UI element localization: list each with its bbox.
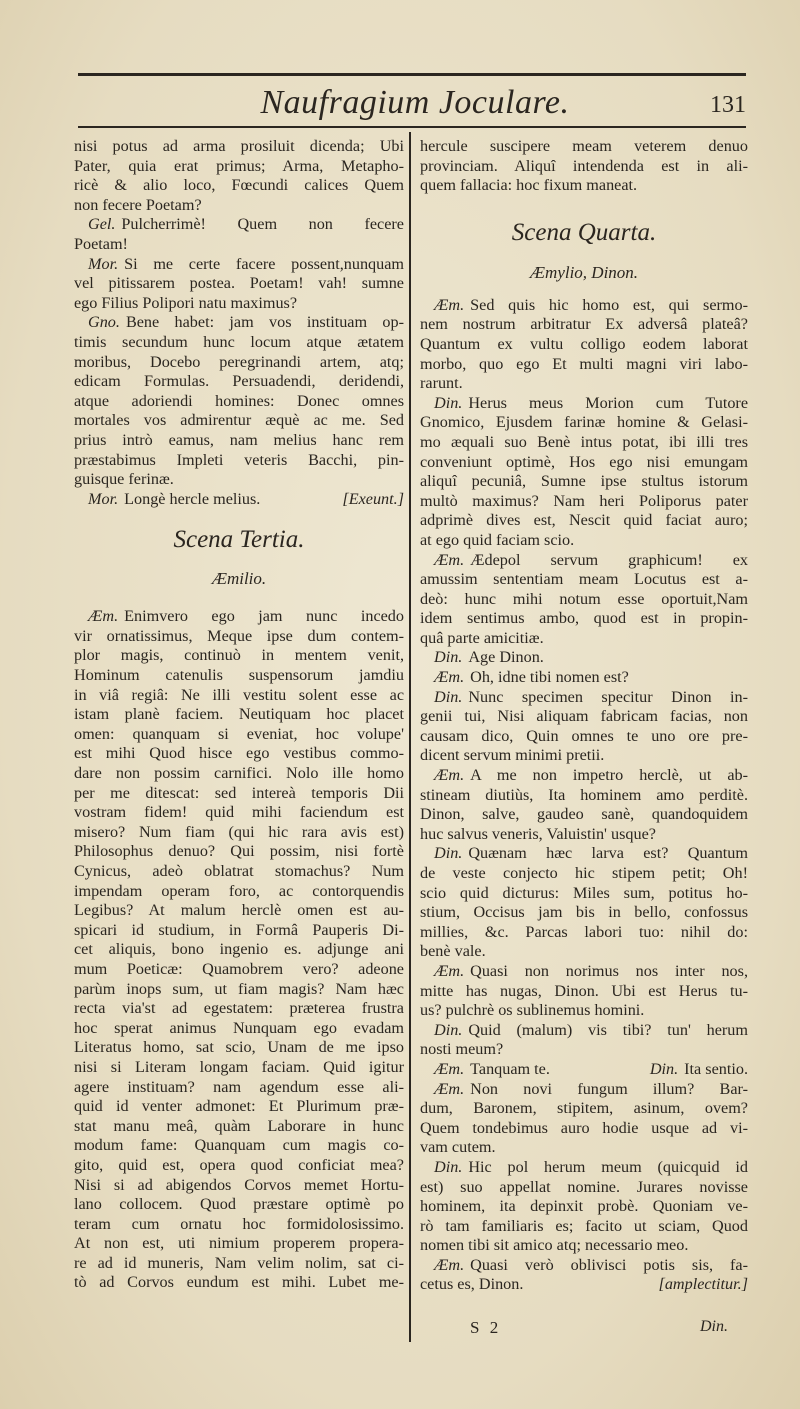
text-line [420, 609, 748, 629]
line-text: huc salvus veneris, Valuistin' usque? [420, 824, 656, 843]
speaker-name: Æm. [434, 1255, 465, 1274]
text-line [420, 511, 748, 531]
text-line [420, 1060, 748, 1080]
line-text: in viâ regiâ: Ne illi vestitu solent esse ac [74, 685, 404, 704]
text-line [420, 746, 748, 766]
line-text: Dinon, salve, gaudeo sanè, quandoquidem [420, 805, 748, 824]
paragraph [74, 137, 404, 215]
text-line [74, 1195, 404, 1215]
speaker-name: Din. [434, 1020, 463, 1039]
text-line [74, 392, 404, 412]
line-text: prius intrò eamus, nam melius hanc rem [74, 430, 404, 449]
paragraph [420, 137, 748, 196]
line-text: non fecere Poetam? [74, 195, 202, 214]
text-line [74, 744, 404, 764]
line-text: stium, Occisus jam bis in bello, confossus [420, 903, 748, 922]
stage-direction [342, 490, 404, 510]
line-text: idem sentimus ambo, quod est in propin- [420, 609, 748, 628]
line-text: nomen tibi sit amico atq; necessario meo. [420, 1236, 689, 1255]
line-text: quâ parte amicitiæ. [420, 628, 544, 647]
text-line [74, 1117, 404, 1137]
speech [420, 668, 748, 688]
inline-reply [650, 1060, 748, 1080]
line-text: amussim sententiam meam Locutus est a- [420, 570, 748, 589]
text-line [420, 942, 748, 962]
text-line [74, 372, 404, 392]
text-line [74, 1234, 404, 1254]
line-text: hercule suscipere meam veterem denuo [420, 137, 748, 155]
text-line [74, 921, 404, 941]
text-line [74, 1019, 404, 1039]
text-line [74, 882, 404, 902]
line-text: nisi si Literam longam faciam. Quid igitur [74, 1057, 404, 1076]
text-line [420, 1040, 748, 1060]
line-text: Gnomico, Ejusdem farinæ homine & Gelasi- [420, 413, 748, 432]
line-text: modum fame: Quanquam cum magis co- [74, 1136, 404, 1155]
text-line [420, 1275, 748, 1295]
speaker-name: Gel. [88, 215, 116, 234]
line-text: Tanquam te. [470, 1059, 550, 1078]
text-line [420, 433, 748, 453]
line-text: gito, quid est, opera quod conficiat mea? [74, 1155, 404, 1174]
line-text: mortales vos admirentur æquè ac me. Sed [74, 411, 404, 430]
line-text: parùm inops sum, ut fiam magis? Nam hæc [74, 979, 404, 998]
text-line [420, 1178, 748, 1198]
text-line [420, 1236, 748, 1256]
speaker-name: Æm. [434, 295, 465, 314]
text-line [420, 805, 748, 825]
text-line [420, 453, 748, 473]
speech [420, 394, 748, 551]
line-text: Hominum catenulis suspensorum jamdiu [74, 666, 404, 685]
speaker-name: Æm. [434, 961, 465, 980]
line-text: deò: hunc mihi notum esse oportuit,Nam [420, 589, 748, 608]
text-line [420, 844, 748, 864]
speaker-name: Din. [649, 1059, 679, 1078]
text-line [74, 784, 404, 804]
text-line [420, 648, 748, 668]
text-line [74, 333, 404, 353]
header-rule-bottom [78, 126, 746, 128]
line-text: Quænam hæc larva est? Quantum [468, 844, 748, 863]
speaker-name: Din. [434, 687, 463, 706]
text-line [74, 627, 404, 647]
text-line [420, 1217, 748, 1237]
text-line [420, 688, 748, 708]
line-text: ricè & alio loco, Fœcundi calices Quem [74, 176, 404, 195]
line-text: stineam diutiùs, Ita hominem amo perditè. [420, 785, 748, 804]
stage-direction-text: [Exeunt.] [342, 489, 404, 508]
line-text: Cynicus, adeò oblatrat stomachus? Num [74, 862, 404, 880]
speaker-name: Æm. [88, 607, 119, 626]
line-text: guisque ferinæ. [74, 470, 174, 489]
text-line [74, 980, 404, 1000]
text-line [74, 705, 404, 725]
text-line [420, 394, 748, 414]
line-text: Hic pol herum meum (quicquid id [468, 1157, 748, 1176]
stage-direction [659, 1275, 748, 1295]
text-line [74, 1097, 404, 1117]
line-text: mum Poeticæ: Quamobrem vero? adeone [74, 959, 404, 978]
stage-direction-text: [amplectitur.] [658, 1275, 748, 1294]
text-line [74, 255, 404, 275]
line-text: stat manu meâ, quàm Laborare in hunc [74, 1116, 404, 1135]
text-line [420, 137, 748, 157]
line-text: Oh, idne tibi nomen est? [470, 668, 629, 687]
speaker-name: Æm. [434, 1079, 465, 1098]
speech [74, 313, 404, 489]
line-text: nosti meum? [420, 1040, 504, 1059]
line-text: morbo, quo ego Et multi magni viri labo- [420, 354, 748, 373]
text-line [420, 335, 748, 355]
speech [420, 1256, 748, 1295]
line-text: cetus es, Dinon. [420, 1275, 524, 1294]
text-line [420, 472, 748, 492]
speech [420, 766, 748, 844]
text-line [420, 727, 748, 747]
speaker-name: Din. [434, 393, 463, 412]
speaker-name: Æm. [434, 550, 465, 569]
text-line [420, 766, 748, 786]
text-line [74, 1156, 404, 1176]
text-line [74, 686, 404, 706]
text-line [420, 825, 748, 845]
line-text: aliquî pecuniâ, Sumne ipse stultus istorum [420, 472, 748, 491]
line-text: Pater, quia erat primus; Arma, Metapho- [74, 156, 404, 175]
text-line [420, 668, 748, 688]
speech [420, 1080, 748, 1158]
line-text: ego Filius Polipori natu maximus? [74, 293, 298, 312]
text-line [420, 157, 748, 177]
left-column [74, 137, 404, 1293]
text-line [420, 962, 748, 982]
text-line [420, 1021, 748, 1041]
speech [420, 844, 748, 962]
text-line [74, 1176, 404, 1196]
speaker-name: Din. [434, 648, 463, 667]
line-text: moribus, Docebo peregrinandi artem, atq; [74, 352, 404, 371]
text-line [420, 374, 748, 394]
line-text: est) suo appellat nomine. Jurares novisse [420, 1177, 748, 1196]
line-text: millies, &c. Parcas labori tuo: nihil do: [420, 922, 748, 941]
text-line [420, 1197, 748, 1217]
signature-mark: S 2 [470, 1318, 502, 1337]
line-text: benè vale. [420, 942, 486, 961]
text-line [74, 313, 404, 333]
text-line [420, 1099, 748, 1119]
line-text: præstabimus Impleti veteris Bacchi, pin- [74, 450, 404, 469]
text-line [74, 842, 404, 862]
line-text: adprimè dives est, Nescit quid faciat auro; [420, 511, 748, 530]
right-column [420, 137, 748, 1295]
text-line [420, 296, 748, 316]
text-line [420, 707, 748, 727]
line-text: dare non possim carnifici. Nolo ille homo [74, 764, 404, 783]
line-text: per me ditescat: sed intereà temporis Dii [74, 783, 404, 802]
text-line [74, 196, 404, 216]
line-text: atque adoriendi homines: Donec omnes [74, 391, 404, 410]
text-line [74, 607, 404, 627]
text-line [74, 1273, 404, 1293]
line-text: vel pitissarem postea. Poetam! vah! sumne [74, 274, 404, 293]
text-line [74, 1215, 404, 1235]
text-line [420, 923, 748, 943]
text-line [74, 862, 404, 882]
text-line [74, 940, 404, 960]
speech [74, 255, 404, 314]
line-text: causam dico, Quin omnes te uno ore pre- [420, 726, 748, 745]
text-line [420, 355, 748, 375]
speaker-name: Gno. [88, 313, 120, 332]
text-line [420, 1256, 748, 1276]
scene-heading: Scena Quarta. [511, 218, 657, 246]
scene-heading: Scena Tertia. [173, 526, 305, 554]
speech [74, 490, 404, 510]
text-line [74, 1058, 404, 1078]
scene-characters: Æmilio. [211, 569, 267, 589]
line-text: Non novi fungum illum? Bar- [470, 1079, 748, 1098]
line-text: Longè hercle melius. [124, 489, 261, 508]
speech [420, 551, 748, 649]
text-line [74, 490, 404, 510]
speaker-name: Mor. [88, 489, 119, 508]
line-text: Si me certe facere possent,nunquam [124, 254, 404, 273]
text-line [420, 903, 748, 923]
line-text: hoc sperat animus Nunquam ego evadam [74, 1018, 404, 1037]
speech [420, 1021, 748, 1060]
speech [420, 688, 748, 766]
text-line [74, 431, 404, 451]
running-title: Naufragium Joculare. [260, 84, 570, 121]
line-text: agere instituam? nam agendum esse ali- [74, 1077, 404, 1096]
line-text: est mihi Quod hisce ego vestibus commo- [74, 744, 404, 763]
line-text: Pulcherrimè! Quem non fecere [121, 215, 404, 234]
line-text: Quem tondebimus auro hodie usque ad vi- [420, 1118, 748, 1137]
line-text: mitte has nugas, Dinon. Ubi est Herus tu- [420, 981, 748, 1000]
line-text: tò ad Corvos eundum est mihi. Lubet me- [74, 1273, 404, 1292]
page-number: 131 [710, 92, 746, 118]
speech [74, 607, 404, 1293]
text-line [74, 274, 404, 294]
text-line [420, 492, 748, 512]
text-line [74, 411, 404, 431]
header-rule-top [78, 73, 746, 76]
line-text: Quasi verò oblivisci potis sis, fa- [470, 1255, 748, 1274]
text-line [74, 646, 404, 666]
line-text: us? pulchrè os sublinemus homini. [420, 1001, 645, 1020]
line-text: plor magis, continuò in mentem venit, [74, 646, 404, 665]
text-line [420, 176, 748, 196]
line-text: vam cutem. [420, 1138, 496, 1157]
line-text: Bene habet: jam vos instituam op- [125, 313, 404, 332]
text-line [74, 157, 404, 177]
line-text: multò maximus? Nam heri Poliporus pater [420, 491, 748, 510]
line-text: vir ornatissimus, Meque ipse dum contem- [74, 626, 404, 645]
text-line [420, 1158, 748, 1178]
text-line [74, 1254, 404, 1274]
line-text: At non est, uti nimium properem propera- [74, 1234, 404, 1253]
speech [420, 1158, 748, 1256]
text-line [420, 590, 748, 610]
speaker-name: Æm. [434, 668, 465, 687]
text-line [420, 315, 748, 335]
line-text: rò tam familiaris es; facito ut sciam, Quod [420, 1216, 748, 1235]
line-text: genii tui, Nisi aliquam fabricam facias, non [420, 707, 748, 726]
line-text: Quantum ex vultu colligo eodem laborat [420, 334, 748, 353]
line-text: impendam operam foro, ac contorquendis [74, 881, 404, 900]
text-line [420, 413, 748, 433]
text-line [420, 1119, 748, 1139]
speech [420, 962, 748, 1021]
line-text: omen: quanquam si eveniat, hoc volupe' [74, 724, 404, 743]
line-text: dicent servum minimi pretii. [420, 746, 605, 765]
speaker-name: Æm. [434, 766, 465, 785]
line-text: timis secundum hunc locum atque ætatem [74, 332, 404, 351]
speech [74, 215, 404, 254]
text-line [74, 666, 404, 686]
line-text: A me non impetro herclè, ut ab- [470, 766, 748, 785]
text-line [420, 551, 748, 571]
line-text: lano collocem. Quod præstare optimè po [74, 1195, 404, 1214]
text-line [420, 884, 748, 904]
line-text: Poetam! [74, 234, 128, 253]
line-text: Herus meus Morion cum Tutore [468, 393, 748, 412]
text-line [74, 451, 404, 471]
line-text: Literatus homo, sat scio, Unam de me ipso [74, 1038, 404, 1057]
scene-characters: Æmylio, Dinon. [529, 262, 639, 282]
text-line [74, 1078, 404, 1098]
line-text: teram cum ornatu hoc formidolosissimo. [74, 1214, 404, 1233]
line-text: Ita sentio. [684, 1059, 748, 1078]
line-text: misero? Num fiam (qui hic rara avis est) [74, 822, 404, 841]
text-line [74, 1136, 404, 1156]
line-text: scio quid dicturus: Miles sum, potitus ho- [420, 883, 748, 902]
line-text: Ædepol servum graphicum! ex [470, 550, 748, 569]
speaker-name: Æm. [434, 1059, 465, 1078]
text-line [420, 1080, 748, 1100]
line-text: cet aliquis, bono ingenio es. adjunge ani [74, 940, 404, 959]
text-line [420, 570, 748, 590]
line-text: nem nostrum arbitratur Ex adversâ plateâ? [420, 315, 748, 334]
text-line [420, 982, 748, 1002]
text-line [420, 864, 748, 884]
line-text: quid id venter admonet: Et Plurimum præ- [74, 1097, 404, 1116]
text-line [74, 235, 404, 255]
line-text: de veste conjecto hic stipem petit; Oh! [420, 864, 748, 882]
text-line [74, 999, 404, 1019]
speaker-name: Mor. [88, 254, 119, 273]
line-text: spicari id studium, in Formâ Pauperis Di- [74, 920, 404, 939]
line-text: Enimvero ego jam nunc incedo [124, 607, 404, 626]
line-text: provinciam. Aliquî intendenda est in ali- [420, 156, 748, 175]
text-line [74, 294, 404, 314]
line-text: Quasi non norimus nos inter nos, [470, 961, 748, 980]
text-line [74, 901, 404, 921]
line-text: dum, Baronem, stipitem, asinum, ovem? [420, 1099, 748, 1118]
line-text: conveniunt optimè, Hos ego nisi emungam [420, 452, 748, 471]
line-text: quem fallacia: hoc fixum maneat. [420, 176, 638, 195]
line-text: Quid (malum) vis tibi? tun' herum [468, 1020, 748, 1039]
text-line [74, 725, 404, 745]
line-text: Nunc specimen specitur Dinon in- [468, 687, 748, 706]
text-line [74, 470, 404, 490]
line-text: re ad id muneris, Nam velim nolim, sat ci- [74, 1253, 404, 1272]
text-line [74, 960, 404, 980]
text-line [74, 823, 404, 843]
speech [420, 648, 748, 668]
line-text: Sed quis hic homo est, qui sermo- [470, 295, 748, 314]
line-text: hominem, ita depinxit probè. Quoniam ve- [420, 1197, 748, 1216]
catchword: Din. [700, 1318, 728, 1335]
text-line [74, 215, 404, 235]
text-line [420, 1001, 748, 1021]
text-line [74, 764, 404, 784]
line-text: Nisi si ad abigendos Corvos memet Hortu- [74, 1175, 404, 1194]
text-line [74, 176, 404, 196]
speech [420, 296, 748, 394]
line-text: vostram fidem! quid mihi faciendum est [74, 803, 404, 822]
line-text: istam planè faciem. Neutiquam hoc placet [74, 705, 404, 724]
line-text: Age Dinon. [468, 648, 544, 667]
text-line [420, 531, 748, 551]
speaker-name: Din. [434, 1157, 463, 1176]
speaker-name: Din. [434, 844, 463, 863]
line-text: nisi potus ad arma prosiluit dicenda; Ubi [74, 137, 404, 155]
text-line [74, 353, 404, 373]
text-line [420, 786, 748, 806]
line-text: edicam Formulas. Persuadendi, deridendi, [74, 372, 404, 391]
line-text: Philosophus denuo? Qui possim, nisi fortè [74, 842, 404, 861]
line-text: recta via'st ad egestatem: præterea frustra [74, 999, 404, 1018]
text-line [74, 137, 404, 157]
text-line [74, 803, 404, 823]
text-line [74, 1038, 404, 1058]
speech [420, 1060, 748, 1080]
text-line [420, 1138, 748, 1158]
line-text: Legibus? At malum herclè omen est au- [74, 901, 404, 920]
line-text: at ego quid faciam scio. [420, 530, 575, 549]
column-divider [409, 132, 411, 1342]
line-text: rarunt. [420, 374, 463, 393]
line-text: mo æquali suo Benè intus potat, ibi illi tres [420, 432, 748, 451]
text-line [420, 629, 748, 649]
